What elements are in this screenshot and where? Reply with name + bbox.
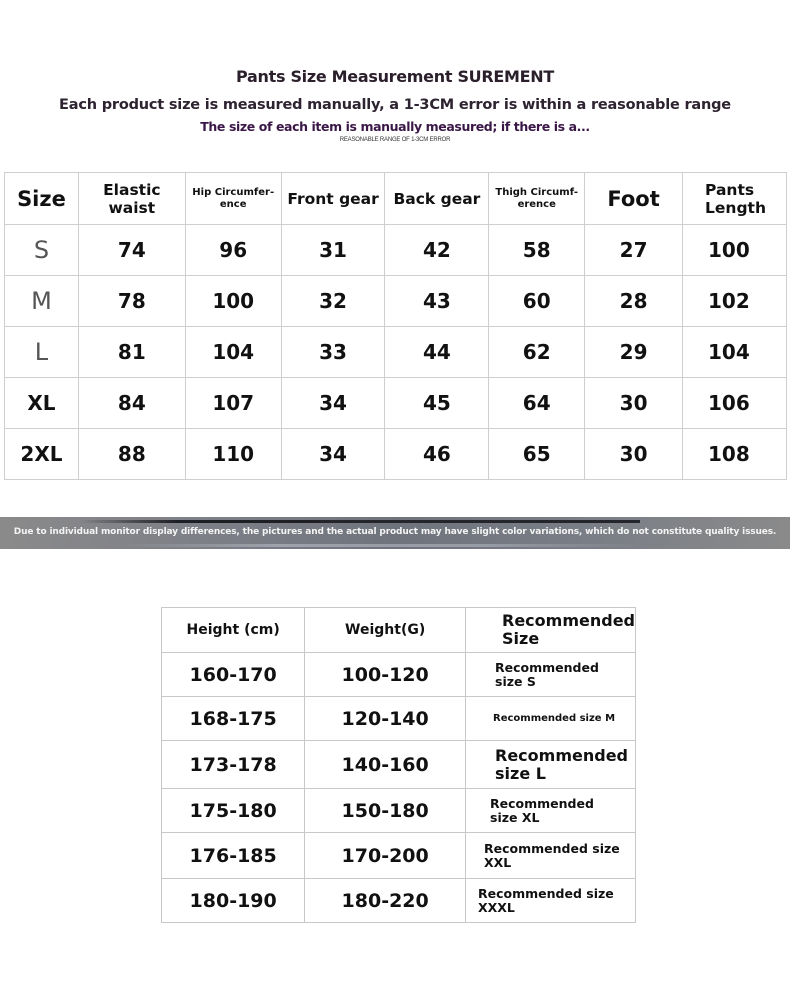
thigh-line-2: erence	[517, 198, 556, 210]
page-subtitle: Each product size is measured manually, a 1-3CM error is within a reasonable range	[59, 97, 731, 113]
height-value: 180-190	[162, 879, 305, 923]
measurement-note: The size of each item is manually measured; if there is a...	[200, 119, 590, 134]
table-row	[162, 789, 636, 833]
table-row	[5, 378, 787, 429]
foot-value: 30	[585, 429, 683, 480]
hip-value: 96	[185, 225, 281, 276]
elastic-waist-value: 88	[78, 429, 185, 480]
table-row	[5, 327, 787, 378]
weight-value: 140-160	[305, 741, 466, 789]
pants-length-value: 100	[683, 225, 787, 276]
back-gear-value: 42	[385, 225, 489, 276]
thigh-value: 58	[489, 225, 585, 276]
height-value: 168-175	[162, 697, 305, 741]
thigh-value: 64	[489, 378, 585, 429]
column-header-back-gear: Back gear	[385, 173, 489, 225]
pants-length-value: 108	[683, 429, 787, 480]
recommendation-header-row	[162, 608, 636, 653]
recommended-size-value: Recommended size S	[466, 653, 636, 697]
size-label: S	[5, 225, 79, 276]
weight-value: 100-120	[305, 653, 466, 697]
weight-value: 170-200	[305, 833, 466, 879]
table-row	[162, 833, 636, 879]
elastic-waist-value: 74	[78, 225, 185, 276]
column-header-recommended-size: Recommended Size	[466, 608, 636, 653]
front-gear-value: 34	[281, 378, 385, 429]
elastic-waist-value: 84	[78, 378, 185, 429]
weight-value: 120-140	[305, 697, 466, 741]
front-gear-value: 32	[281, 276, 385, 327]
elastic-waist-value: 78	[78, 276, 185, 327]
hip-value: 100	[185, 276, 281, 327]
banner-decoration	[320, 520, 640, 523]
table-row	[5, 276, 787, 327]
foot-value: 30	[585, 378, 683, 429]
weight-value: 180-220	[305, 879, 466, 923]
front-gear-value: 33	[281, 327, 385, 378]
column-header-size: Size	[5, 173, 79, 225]
column-header-front-gear: Front gear	[281, 173, 385, 225]
column-header-height: Height (cm)	[162, 608, 305, 653]
size-label: 2XL	[5, 429, 79, 480]
height-value: 175-180	[162, 789, 305, 833]
back-gear-value: 46	[385, 429, 489, 480]
size-chart-header-row	[5, 173, 787, 225]
recommended-size-value: Recommended size M	[466, 697, 636, 741]
hip-value: 107	[185, 378, 281, 429]
table-row	[5, 429, 787, 480]
hip-line-2: ence	[219, 198, 247, 210]
height-value: 173-178	[162, 741, 305, 789]
table-row	[162, 697, 636, 741]
table-row	[162, 741, 636, 789]
front-gear-value: 34	[281, 429, 385, 480]
pants-length-value: 104	[683, 327, 787, 378]
column-header-thigh-circumference	[489, 173, 585, 225]
thigh-value: 65	[489, 429, 585, 480]
back-gear-value: 45	[385, 378, 489, 429]
size-label: L	[5, 327, 79, 378]
hip-value: 104	[185, 327, 281, 378]
foot-value: 27	[585, 225, 683, 276]
table-row	[162, 879, 636, 923]
back-gear-value: 43	[385, 276, 489, 327]
height-value: 176-185	[162, 833, 305, 879]
recommended-size-value: Recommended size L	[466, 741, 636, 789]
recommended-size-value: Recommended size XL	[466, 789, 636, 833]
front-gear-value: 31	[281, 225, 385, 276]
elastic-waist-value: 81	[78, 327, 185, 378]
recommended-size-value: Recommended size XXXL	[466, 879, 636, 923]
banner-decoration	[120, 544, 640, 547]
weight-value: 150-180	[305, 789, 466, 833]
size-chart-table	[4, 172, 787, 480]
pants-length-value: 102	[683, 276, 787, 327]
fine-print: REASONABLE RANGE OF 1-3CM ERROR	[339, 137, 451, 143]
column-header-elastic-waist: Elastic waist	[78, 173, 185, 225]
pants-line-1: Pants	[705, 180, 755, 199]
size-label: XL	[5, 378, 79, 429]
column-header-pants-length	[683, 173, 787, 225]
column-header-foot: Foot	[585, 173, 683, 225]
page-title: Pants Size Measurement SUREMENT	[236, 67, 554, 86]
thigh-value: 62	[489, 327, 585, 378]
column-header-hip-circumference	[185, 173, 281, 225]
size-label: M	[5, 276, 79, 327]
table-row	[5, 225, 787, 276]
foot-value: 28	[585, 276, 683, 327]
table-row	[162, 653, 636, 697]
size-recommendation-table	[161, 607, 636, 923]
color-disclaimer-banner	[0, 517, 790, 549]
pants-length-value: 106	[683, 378, 787, 429]
hip-line-1: Hip Circumfer-	[192, 186, 275, 198]
pants-line-2: Length	[705, 198, 766, 217]
hip-value: 110	[185, 429, 281, 480]
thigh-line-1: Thigh Circumf-	[495, 186, 579, 198]
foot-value: 29	[585, 327, 683, 378]
recommended-size-value: Recommended size XXL	[466, 833, 636, 879]
back-gear-value: 44	[385, 327, 489, 378]
column-header-weight: Weight(G)	[305, 608, 466, 653]
banner-decoration	[80, 520, 320, 523]
color-disclaimer-text: Due to individual monitor display differences, the pictures and the actual product may have slight color variations, which do not constitute quality issues.	[13, 527, 777, 537]
height-value: 160-170	[162, 653, 305, 697]
thigh-value: 60	[489, 276, 585, 327]
